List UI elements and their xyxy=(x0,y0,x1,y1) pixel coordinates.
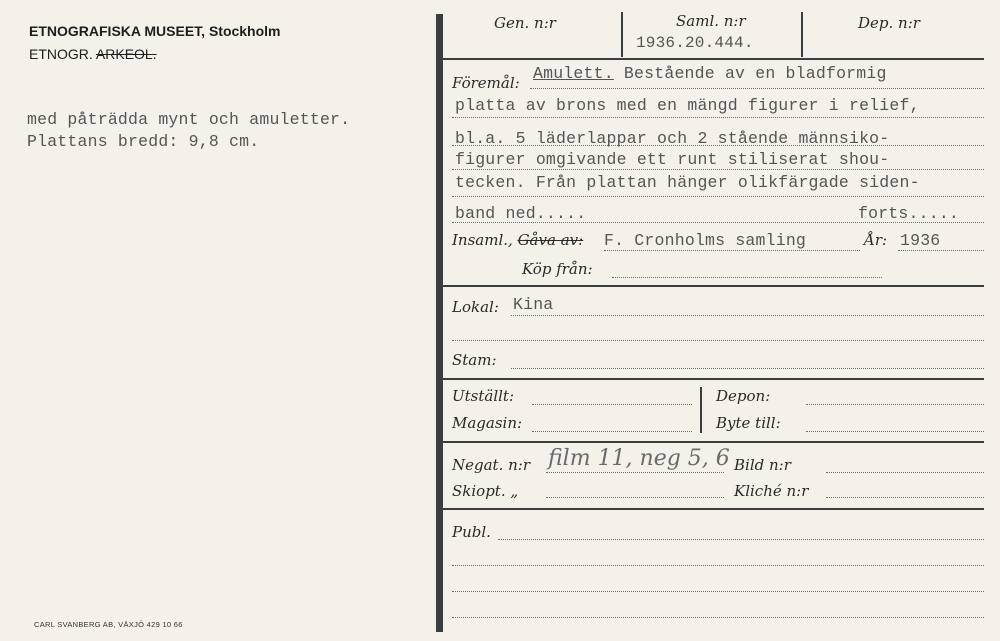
foremal-line-3: bl.a. 5 läderlappar och 2 stående männsiko- xyxy=(455,129,890,148)
cliche-nr-label: Kliché n:r xyxy=(734,482,809,500)
saml-nr-value: 1936.20.444. xyxy=(636,34,754,52)
top-divider-2 xyxy=(801,12,803,57)
kop-fran-label: Köp från: xyxy=(522,260,593,278)
byte-till-label: Byte till: xyxy=(716,414,781,432)
card-divider-bar xyxy=(436,14,443,632)
dotted-line xyxy=(532,431,692,432)
dotted-line xyxy=(452,196,984,197)
dotted-line xyxy=(452,340,984,341)
left-note-line-1: med påträdda mynt och amuletter. xyxy=(27,110,351,129)
foremal-line-2: platta av brons med en mängd figurer i relief, xyxy=(455,96,920,115)
utstallt-label: Utställt: xyxy=(452,387,515,405)
foremal-label: Föremål: xyxy=(452,74,520,92)
year-value: 1936 xyxy=(900,231,941,250)
gen-nr-label: Gen. n:r xyxy=(494,14,556,32)
museum-header xyxy=(29,23,281,39)
year-label: År: xyxy=(864,231,888,249)
rule-after-stam xyxy=(443,378,984,380)
left-note-line-2: Plattans bredd: 9,8 cm. xyxy=(27,132,260,151)
rule-after-insaml xyxy=(443,285,984,287)
saml-nr-label: Saml. n:r xyxy=(676,12,746,30)
top-divider-1 xyxy=(621,12,623,57)
insaml-text: Insaml., xyxy=(452,231,513,249)
dotted-line xyxy=(452,222,984,223)
bild-nr-label: Bild n:r xyxy=(734,456,791,474)
insaml-label xyxy=(452,231,583,249)
skiopt-label: Skiopt. „ xyxy=(452,482,519,500)
stam-label: Stam: xyxy=(452,351,497,369)
rule-after-photo xyxy=(443,508,984,510)
dotted-line xyxy=(452,169,984,170)
dep-nr-label: Dep. n:r xyxy=(858,14,920,32)
rule-after-storage xyxy=(443,441,984,443)
dotted-line xyxy=(806,404,984,405)
dotted-line xyxy=(826,472,984,473)
dotted-line xyxy=(498,539,984,540)
foremal-line-6: band ned..... xyxy=(455,204,587,223)
dotted-line xyxy=(452,591,984,592)
dotted-line xyxy=(452,117,984,118)
gava-av-struck: Gåva av: xyxy=(517,231,584,249)
foremal-line-1-rest: Bestående av en bladformig xyxy=(613,64,887,83)
dotted-line xyxy=(604,250,860,251)
department-line xyxy=(29,46,157,62)
dotted-line xyxy=(806,431,984,432)
dotted-line xyxy=(511,315,984,316)
museum-name: ETNOGRAFISKA MUSEET, xyxy=(29,23,206,39)
dotted-line xyxy=(546,497,724,498)
publ-label: Publ. xyxy=(452,523,491,541)
department-archaeology-struck: ARKEOL. xyxy=(95,46,157,62)
foremal-line-4: figurer omgivande ett runt stiliserat shou- xyxy=(455,150,890,169)
dotted-line xyxy=(546,472,724,473)
dotted-line xyxy=(898,250,984,251)
negative-number-handwritten: film 11, neg 5, 6 xyxy=(548,446,730,471)
storage-divider xyxy=(700,387,702,433)
foremal-line-5: tecken. Från plattan hänger olikfärgade siden- xyxy=(455,173,920,192)
magasin-label: Magasin: xyxy=(452,414,523,432)
dotted-line xyxy=(532,404,692,405)
printer-mark: CARL SVANBERG AB, VÄXJÖ 429 10 66 xyxy=(34,620,183,629)
depon-label: Depon: xyxy=(716,387,771,405)
foremal-continued: forts..... xyxy=(858,204,960,223)
dotted-line xyxy=(511,368,984,369)
foremal-line-1 xyxy=(533,64,887,83)
dotted-line xyxy=(612,277,882,278)
lokal-label: Lokal: xyxy=(452,298,499,316)
rule-top xyxy=(443,58,984,60)
lokal-value: Kina xyxy=(513,295,554,314)
department-ethnography: ETNOGR. xyxy=(29,46,93,62)
dotted-line xyxy=(452,145,984,146)
object-name: Amulett. xyxy=(533,64,614,83)
dotted-line xyxy=(452,617,984,618)
dotted-line xyxy=(826,497,984,498)
collection-source: F. Cronholms samling xyxy=(604,231,807,250)
dotted-line xyxy=(452,565,984,566)
negat-nr-label: Negat. n:r xyxy=(452,456,530,474)
dotted-line xyxy=(530,88,984,89)
museum-city: Stockholm xyxy=(208,23,281,39)
